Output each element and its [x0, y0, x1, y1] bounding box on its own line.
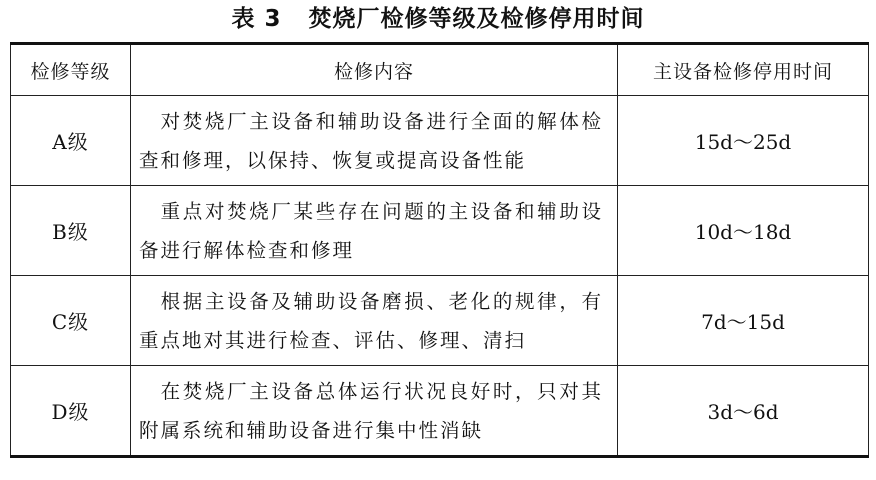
table-row: [11, 186, 869, 276]
content-cell: [131, 366, 618, 457]
content-text: 重点对焚烧厂某些存在问题的主设备和辅助设备进行解体检查和修理: [139, 199, 603, 262]
content-text: 对焚烧厂主设备和辅助设备进行全面的解体检查和修理，以保持、恢复或提高设备性能: [139, 109, 603, 172]
table-title: 表 3 焚烧厂检修等级及检修停用时间: [231, 6, 645, 32]
header-level: 检修等级: [11, 44, 131, 96]
content-cell: [131, 186, 618, 276]
header-row: [11, 44, 869, 96]
level-cell: A级: [11, 96, 131, 186]
content-cell: [131, 96, 618, 186]
maintenance-table: [10, 42, 869, 458]
header-downtime: 主设备检修停用时间: [618, 44, 869, 96]
level-cell: B级: [11, 186, 131, 276]
content-cell: [131, 276, 618, 366]
content-text: 根据主设备及辅助设备磨损、老化的规律，有重点地对其进行检查、评估、修理、清扫: [139, 289, 603, 352]
level-cell: D级: [11, 366, 131, 457]
downtime-cell: 10d～18d: [618, 186, 869, 276]
level-cell: C级: [11, 276, 131, 366]
downtime-cell: 7d～15d: [618, 276, 869, 366]
table-row: [11, 276, 869, 366]
table-row: [11, 96, 869, 186]
content-text: 在焚烧厂主设备总体运行状况良好时，只对其附属系统和辅助设备进行集中性消缺: [139, 379, 603, 442]
downtime-cell: 3d～6d: [618, 366, 869, 457]
downtime-cell: 15d～25d: [618, 96, 869, 186]
header-content: 检修内容: [131, 44, 618, 96]
table-row: [11, 366, 869, 457]
